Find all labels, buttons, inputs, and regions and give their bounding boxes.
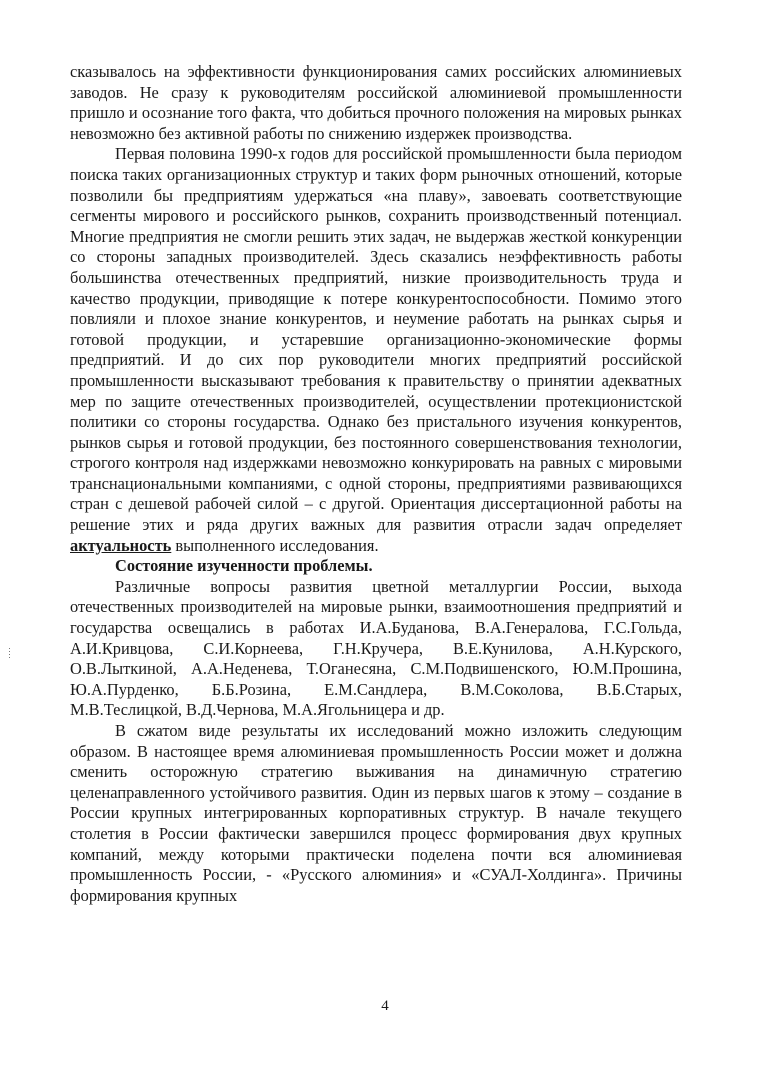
paragraph-relevance-text: Первая половина 1990-х годов для российской промышленности была периодом поиска таких организационных структур и таких форм рыночных отношений, которые позволили бы предприятиям удержаться «на плаву», завоевать соответствующие сегменты мирового и российского рынков, сохранить производственный потенциал. Многие предприятия не смогли решить этих задач, не выдержав жесткой конкуренции со стороны западных производителей. Здесь сказались неэффективность работы большинства отечественных предприятий, низкие производительность труда и качество продукции, приводящие к потере конкурентоспособности. Помимо этого повлияли и плохое знание конкурентов, и неумение работать на рынках сырья и готовой продукции, и устаревшие организационно-экономические формы предприятий. И до сих пор руководители многих предприятий российской промышленности высказывают требования к правительству о принятии адекватных мер по защите отечественных производителей, осуществлении протекционистской политики со стороны государства. Однако без пристального изучения конкурентов, рынков сырья и готовой продукции, без постоянного совершенствования технологии, строгого контроля над издержками невозможно конкурировать на равных с мировыми транснациональными компаниями, с одной стороны, предприятиями развивающихся стран с дешевой рабочей силой – с другой. Ориентация диссертационной работы на решение этих и ряда других важных для развития отрасли задач определяет bbox=[70, 144, 682, 535]
scan-dot bbox=[9, 654, 10, 655]
scan-dot bbox=[9, 651, 10, 652]
paragraph-relevance-ending: выполненного исследования. bbox=[175, 535, 379, 555]
body-text bbox=[70, 62, 682, 906]
scan-dot bbox=[9, 657, 10, 658]
page-number: 4 bbox=[381, 998, 389, 1014]
section-heading: Состояние изученности проблемы. bbox=[115, 556, 373, 576]
paragraph-authors: Различные вопросы развития цветной металлургии России, выхода отечественных производителей на мировые рынки, взаимоотношения предприятий и государства освещались в работах И.А.Буданова, В.А.Генералова, Г.С.Гольда, А.И.Кривцова, С.И.Корнеева, Г.Н.Кручера, В.Е.Кунилова, А.Н.Курского, О.В.Лыткиной, А.А.Неденева, Т.Оганесяна, С.М.Подвишенского, Ю.М.Прошина, Ю.А.Пурденко, Б.Б.Розина, Е.М.Сандлера, В.М.Соколова, В.Б.Старых, М.В.Теслицкой, В.Д.Чернова, М.А.Ягольницера и др. bbox=[70, 576, 682, 720]
scan-dot bbox=[9, 648, 10, 649]
paragraph-summary: В сжатом виде результаты их исследований можно изложить следующим образом. В настоящее время алюминиевая промышленность России может и должна сменить осторожную стратегию выживания на динамичную стратегию целенаправленного устойчивого развития. Один из первых шагов к этому – создание в России крупных интегрированных корпоративных структур. В начале текущего столетия в России фактически завершился процесс формирования двух крупных компаний, между которыми практически поделена почти вся алюминиевая промышленность России, - «Русского алюминия» и «СУАЛ-Холдинга». Причины формирования крупных bbox=[70, 721, 682, 905]
paragraph-relevance bbox=[70, 144, 682, 556]
scan-artifact bbox=[8, 648, 11, 666]
relevance-term: актуальность bbox=[70, 535, 172, 555]
paragraph-continuation: сказывалось на эффективности функционирования самих российских алюминиевых заводов. Не сразу к руководителям российской алюминиевой промышленности пришло и осознание того факта, что добиться прочного положения на мировых рынках невозможно без активной работы по снижению издержек производства. bbox=[70, 62, 682, 143]
